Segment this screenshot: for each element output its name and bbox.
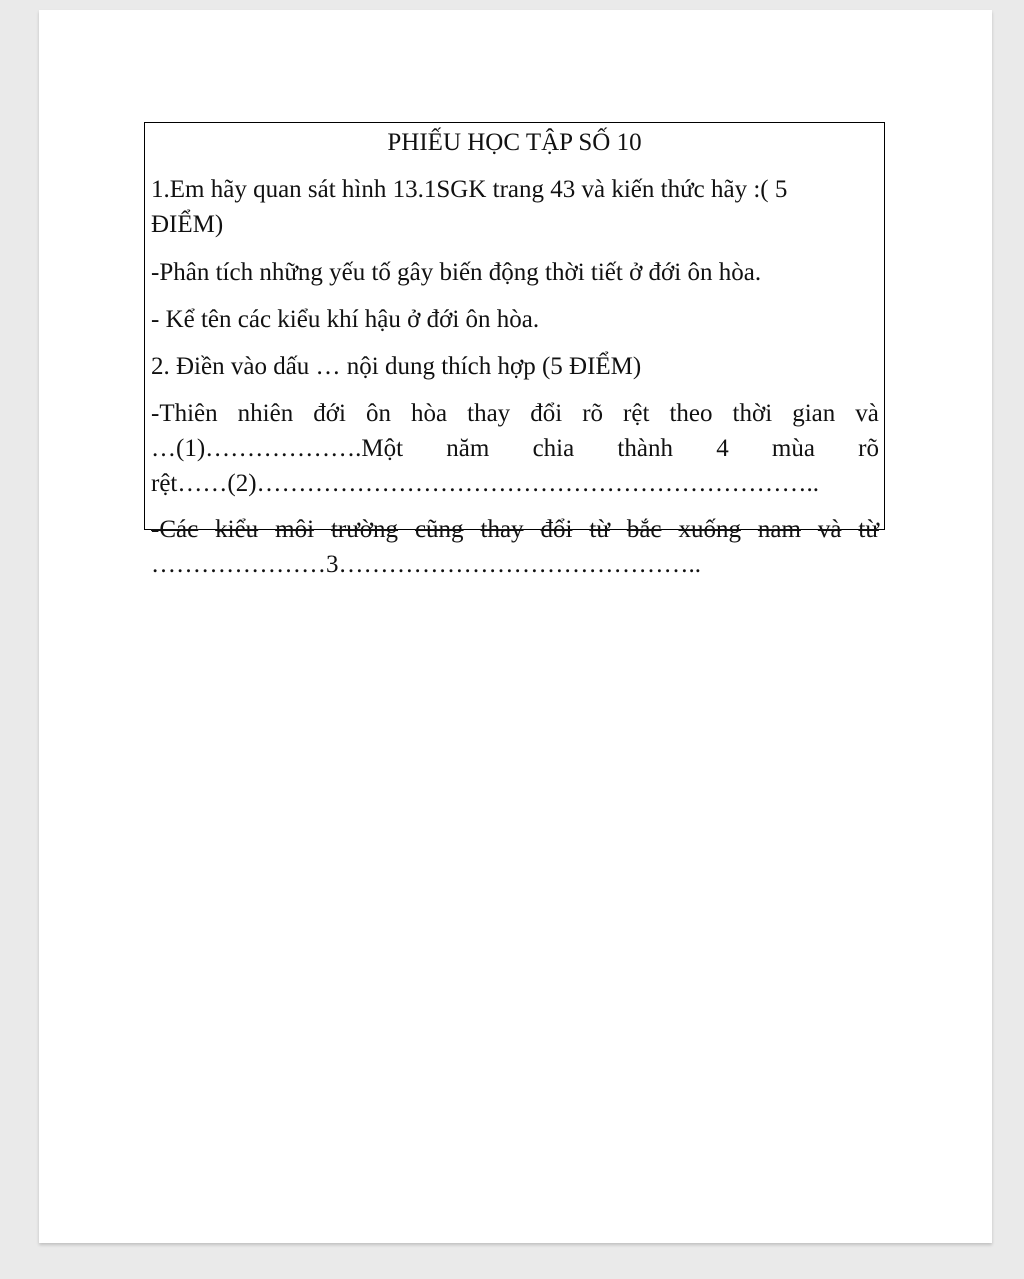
word: rõ	[858, 435, 879, 462]
word: nhiên	[237, 400, 294, 427]
word: từ	[589, 516, 610, 543]
question-1-item-2: - Kể tên các kiểu khí hậu ở đới ôn hòa.	[151, 306, 540, 333]
word: đổi	[540, 516, 573, 543]
word: thành	[617, 435, 673, 462]
word: đới	[313, 400, 346, 427]
word: rệt	[623, 400, 650, 427]
word: cũng	[414, 516, 464, 543]
word: và	[855, 400, 879, 427]
word: từ	[858, 516, 879, 543]
word: bắc	[626, 516, 662, 543]
word: -Các	[151, 516, 199, 543]
word: thay	[467, 400, 511, 427]
word: và	[817, 516, 842, 543]
word: kiểu	[215, 516, 259, 543]
question-2-paragraph-1-line-1	[151, 396, 879, 431]
word: xuống	[678, 516, 741, 543]
question-2-paragraph-1-line-3: rệt……(2)…………………………………………………………..	[151, 470, 820, 497]
question-2-header: 2. Điền vào dấu … nội dung thích hợp (5 ĐIỂM)	[151, 353, 642, 380]
word: …(1)……………….Một	[151, 435, 404, 462]
word: đổi	[530, 400, 563, 427]
question-2-paragraph-2-line-2: …………………3……………………………………..	[151, 551, 701, 578]
word: thay	[480, 516, 524, 543]
word: nam	[757, 516, 801, 543]
word: mùa	[771, 435, 815, 462]
question-1-item-1: -Phân tích những yếu tố gây biến động thời tiết ở đới ôn hòa.	[151, 259, 762, 286]
word: trường	[330, 516, 399, 543]
word: 4	[716, 435, 729, 462]
word: ôn	[365, 400, 391, 427]
word: thời	[732, 400, 773, 427]
word: môi	[275, 516, 315, 543]
question-1-line-2: ĐIỂM)	[151, 211, 224, 238]
word: gian	[792, 400, 836, 427]
word: hòa	[410, 400, 448, 427]
word: rõ	[582, 400, 604, 427]
document-page	[39, 10, 992, 1243]
word: -Thiên	[151, 400, 218, 427]
word: theo	[669, 400, 713, 427]
question-2-paragraph-1-line-2	[151, 431, 879, 466]
question-1-line-1: 1.Em hãy quan sát hình 13.1SGK trang 43 và kiến thức hãy :( 5	[151, 176, 788, 203]
question-2-paragraph-2-line-1	[151, 512, 879, 547]
word: chia	[532, 435, 575, 462]
word: năm	[446, 435, 490, 462]
worksheet-title: PHIẾU HỌC TẬP SỐ 10	[387, 129, 642, 156]
